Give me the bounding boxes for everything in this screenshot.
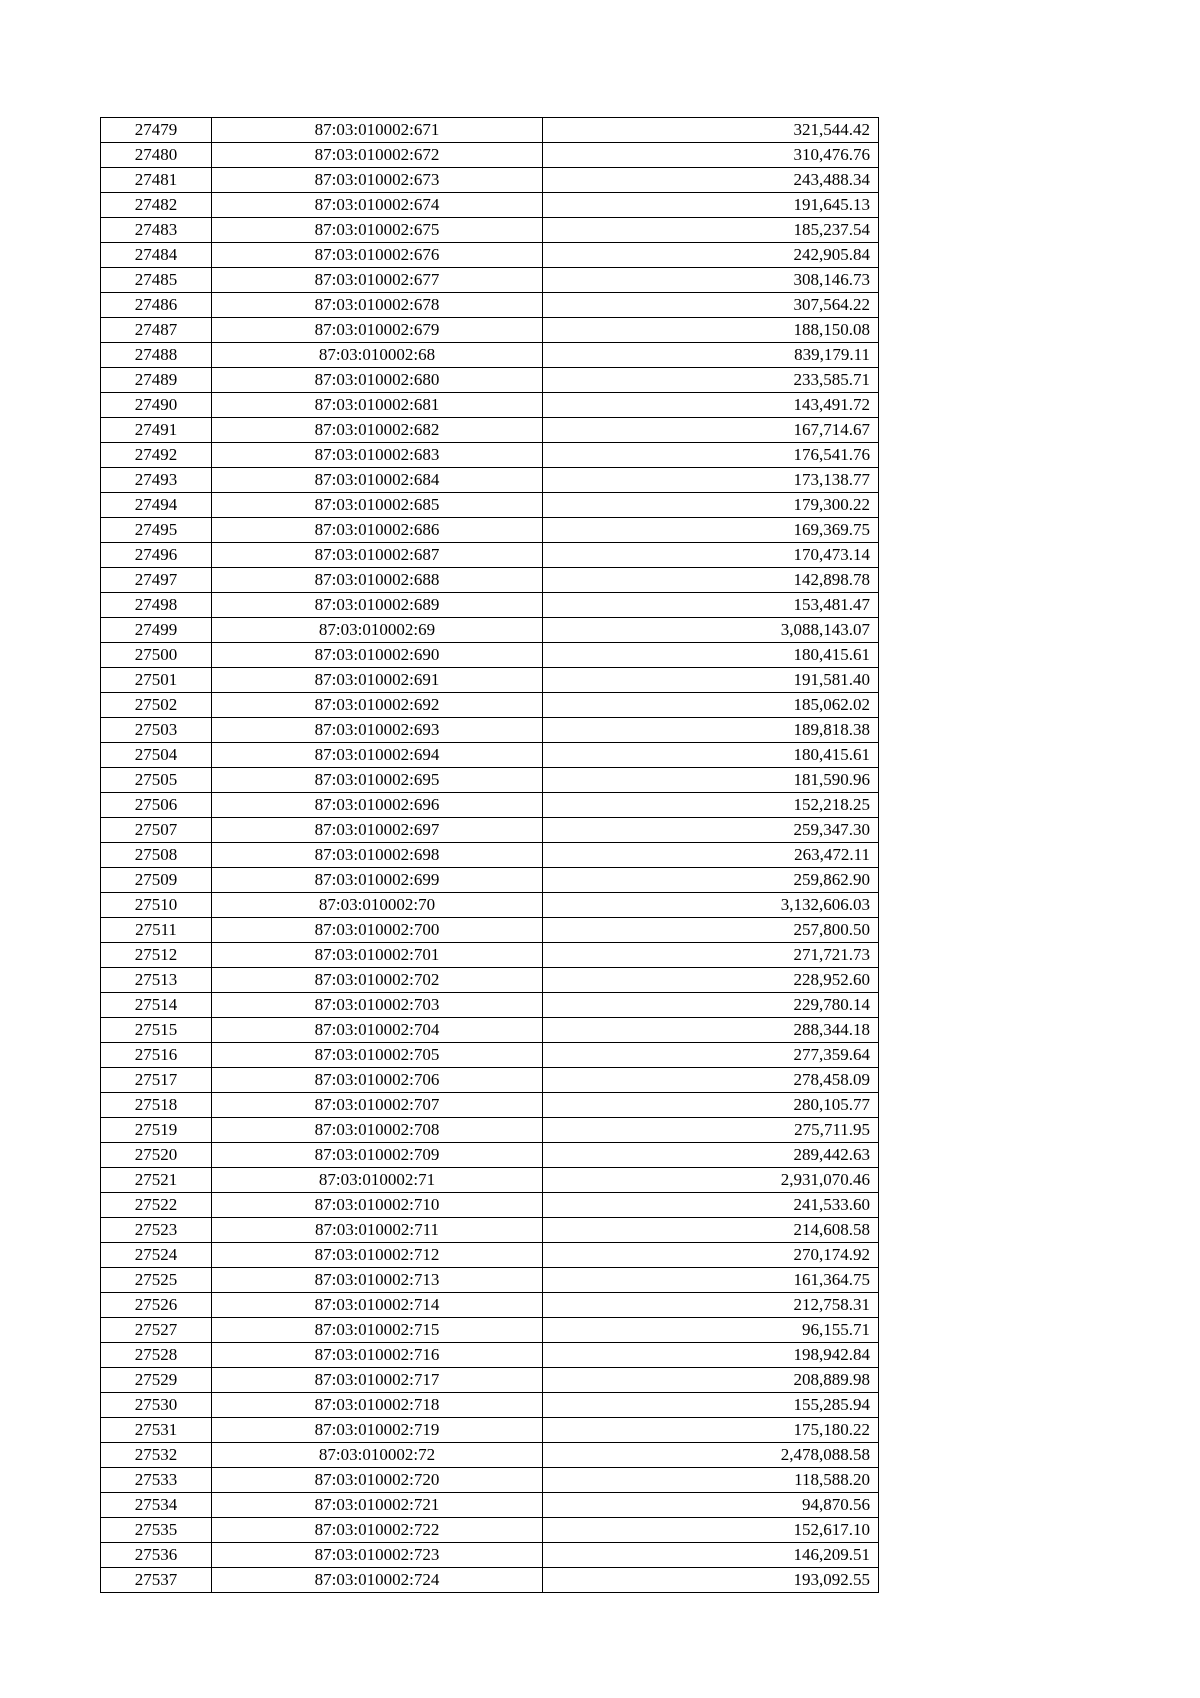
row-number-cell: 27536 [101,1543,212,1568]
cadastral-value-cell: 191,645.13 [543,193,879,218]
row-number-cell: 27537 [101,1568,212,1593]
row-number-cell: 27505 [101,768,212,793]
cadastral-value-cell: 233,585.71 [543,368,879,393]
row-number-cell: 27533 [101,1468,212,1493]
row-number-cell: 27482 [101,193,212,218]
cadastral-value-cell: 321,544.42 [543,118,879,143]
cadastral-number-cell: 87:03:010002:677 [212,268,543,293]
cadastral-value-cell: 308,146.73 [543,268,879,293]
cadastral-number-cell: 87:03:010002:704 [212,1018,543,1043]
table-row [101,843,879,868]
cadastral-value-cell: 2,478,088.58 [543,1443,879,1468]
row-number-cell: 27484 [101,243,212,268]
row-number-cell: 27526 [101,1293,212,1318]
cadastral-number-cell: 87:03:010002:699 [212,868,543,893]
cadastral-number-cell: 87:03:010002:684 [212,468,543,493]
table-row [101,1443,879,1468]
cadastral-number-cell: 87:03:010002:722 [212,1518,543,1543]
cadastral-number-cell: 87:03:010002:681 [212,393,543,418]
table-row [101,1293,879,1318]
table-row [101,1118,879,1143]
row-number-cell: 27508 [101,843,212,868]
cadastral-value-cell: 185,062.02 [543,693,879,718]
cadastral-value-cell: 257,800.50 [543,918,879,943]
cadastral-value-cell: 142,898.78 [543,568,879,593]
row-number-cell: 27497 [101,568,212,593]
cadastral-value-cell: 153,481.47 [543,593,879,618]
cadastral-value-cell: 259,347.30 [543,818,879,843]
cadastral-value-cell: 288,344.18 [543,1018,879,1043]
table-row [101,968,879,993]
cadastral-number-cell: 87:03:010002:708 [212,1118,543,1143]
table-row [101,1093,879,1118]
table-row [101,393,879,418]
cadastral-value-cell: 118,588.20 [543,1468,879,1493]
table-row [101,293,879,318]
cadastral-number-cell: 87:03:010002:687 [212,543,543,568]
table-row [101,1018,879,1043]
cadastral-number-cell: 87:03:010002:719 [212,1418,543,1443]
cadastral-value-cell: 3,088,143.07 [543,618,879,643]
row-number-cell: 27503 [101,718,212,743]
cadastral-number-cell: 87:03:010002:698 [212,843,543,868]
row-number-cell: 27527 [101,1318,212,1343]
cadastral-number-cell: 87:03:010002:690 [212,643,543,668]
cadastral-number-cell: 87:03:010002:711 [212,1218,543,1243]
cadastral-number-cell: 87:03:010002:673 [212,168,543,193]
cadastral-number-cell: 87:03:010002:714 [212,1293,543,1318]
table-row [101,518,879,543]
cadastral-number-cell: 87:03:010002:723 [212,1543,543,1568]
table-row [101,1318,879,1343]
cadastral-number-cell: 87:03:010002:679 [212,318,543,343]
table-row [101,193,879,218]
table-row [101,1393,879,1418]
table-row [101,1343,879,1368]
table-row [101,1418,879,1443]
cadastral-number-cell: 87:03:010002:716 [212,1343,543,1368]
table-row [101,1493,879,1518]
table-row [101,468,879,493]
table-row [101,718,879,743]
row-number-cell: 27510 [101,893,212,918]
cadastral-value-cell: 181,590.96 [543,768,879,793]
table-row [101,868,879,893]
row-number-cell: 27515 [101,1018,212,1043]
row-number-cell: 27529 [101,1368,212,1393]
cadastral-number-cell: 87:03:010002:724 [212,1568,543,1593]
cadastral-value-cell: 229,780.14 [543,993,879,1018]
row-number-cell: 27494 [101,493,212,518]
table-body [101,118,879,1593]
row-number-cell: 27519 [101,1118,212,1143]
cadastral-value-cell: 193,092.55 [543,1568,879,1593]
table-row [101,768,879,793]
cadastral-value-cell: 143,491.72 [543,393,879,418]
cadastral-value-cell: 2,931,070.46 [543,1168,879,1193]
cadastral-number-cell: 87:03:010002:696 [212,793,543,818]
cadastral-number-cell: 87:03:010002:674 [212,193,543,218]
cadastral-number-cell: 87:03:010002:688 [212,568,543,593]
cadastral-value-cell: 175,180.22 [543,1418,879,1443]
cadastral-number-cell: 87:03:010002:718 [212,1393,543,1418]
row-number-cell: 27513 [101,968,212,993]
table-row [101,643,879,668]
row-number-cell: 27532 [101,1443,212,1468]
row-number-cell: 27491 [101,418,212,443]
table-row [101,118,879,143]
row-number-cell: 27507 [101,818,212,843]
cadastral-number-cell: 87:03:010002:712 [212,1243,543,1268]
cadastral-value-cell: 243,488.34 [543,168,879,193]
row-number-cell: 27481 [101,168,212,193]
cadastral-number-cell: 87:03:010002:691 [212,668,543,693]
table-row [101,918,879,943]
cadastral-value-cell: 280,105.77 [543,1093,879,1118]
row-number-cell: 27499 [101,618,212,643]
cadastral-value-cell: 289,442.63 [543,1143,879,1168]
table-row [101,818,879,843]
cadastral-value-cell: 180,415.61 [543,743,879,768]
cadastral-number-cell: 87:03:010002:686 [212,518,543,543]
cadastral-value-cell: 278,458.09 [543,1068,879,1093]
row-number-cell: 27489 [101,368,212,393]
row-number-cell: 27479 [101,118,212,143]
cadastral-number-cell: 87:03:010002:702 [212,968,543,993]
row-number-cell: 27498 [101,593,212,618]
cadastral-number-cell: 87:03:010002:706 [212,1068,543,1093]
table-row [101,1518,879,1543]
table-row [101,1193,879,1218]
cadastral-value-table [100,117,879,1593]
cadastral-value-cell: 241,533.60 [543,1193,879,1218]
row-number-cell: 27523 [101,1218,212,1243]
cadastral-value-cell: 839,179.11 [543,343,879,368]
table-row [101,318,879,343]
cadastral-value-cell: 170,473.14 [543,543,879,568]
cadastral-value-cell: 191,581.40 [543,668,879,693]
row-number-cell: 27492 [101,443,212,468]
cadastral-value-cell: 228,952.60 [543,968,879,993]
table-row [101,593,879,618]
cadastral-value-cell: 271,721.73 [543,943,879,968]
cadastral-number-cell: 87:03:010002:675 [212,218,543,243]
row-number-cell: 27488 [101,343,212,368]
cadastral-number-cell: 87:03:010002:717 [212,1368,543,1393]
row-number-cell: 27487 [101,318,212,343]
row-number-cell: 27500 [101,643,212,668]
cadastral-number-cell: 87:03:010002:676 [212,243,543,268]
cadastral-value-cell: 167,714.67 [543,418,879,443]
table-row [101,143,879,168]
table-row [101,568,879,593]
cadastral-value-cell: 208,889.98 [543,1368,879,1393]
table-row [101,1543,879,1568]
row-number-cell: 27534 [101,1493,212,1518]
cadastral-number-cell: 87:03:010002:710 [212,1193,543,1218]
row-number-cell: 27486 [101,293,212,318]
cadastral-number-cell: 87:03:010002:678 [212,293,543,318]
table-row [101,268,879,293]
cadastral-number-cell: 87:03:010002:695 [212,768,543,793]
cadastral-value-cell: 161,364.75 [543,1268,879,1293]
cadastral-number-cell: 87:03:010002:680 [212,368,543,393]
table-row [101,493,879,518]
table-row [101,1068,879,1093]
cadastral-number-cell: 87:03:010002:721 [212,1493,543,1518]
cadastral-number-cell: 87:03:010002:707 [212,1093,543,1118]
row-number-cell: 27511 [101,918,212,943]
row-number-cell: 27525 [101,1268,212,1293]
cadastral-number-cell: 87:03:010002:671 [212,118,543,143]
table-row [101,1043,879,1068]
table-row [101,343,879,368]
cadastral-number-cell: 87:03:010002:693 [212,718,543,743]
table-row [101,1468,879,1493]
cadastral-value-cell: 270,174.92 [543,1243,879,1268]
cadastral-number-cell: 87:03:010002:68 [212,343,543,368]
table-row [101,1143,879,1168]
cadastral-value-cell: 242,905.84 [543,243,879,268]
cadastral-number-cell: 87:03:010002:689 [212,593,543,618]
cadastral-number-cell: 87:03:010002:701 [212,943,543,968]
cadastral-number-cell: 87:03:010002:682 [212,418,543,443]
table-row [101,218,879,243]
cadastral-value-cell: 152,218.25 [543,793,879,818]
cadastral-value-cell: 277,359.64 [543,1043,879,1068]
table-row [101,243,879,268]
row-number-cell: 27480 [101,143,212,168]
cadastral-number-cell: 87:03:010002:672 [212,143,543,168]
cadastral-number-cell: 87:03:010002:72 [212,1443,543,1468]
row-number-cell: 27528 [101,1343,212,1368]
cadastral-number-cell: 87:03:010002:685 [212,493,543,518]
cadastral-number-cell: 87:03:010002:692 [212,693,543,718]
table-row [101,1243,879,1268]
cadastral-value-cell: 173,138.77 [543,468,879,493]
row-number-cell: 27516 [101,1043,212,1068]
cadastral-number-cell: 87:03:010002:713 [212,1268,543,1293]
row-number-cell: 27504 [101,743,212,768]
cadastral-number-cell: 87:03:010002:683 [212,443,543,468]
table-row [101,993,879,1018]
cadastral-value-cell: 263,472.11 [543,843,879,868]
row-number-cell: 27483 [101,218,212,243]
row-number-cell: 27502 [101,693,212,718]
cadastral-number-cell: 87:03:010002:715 [212,1318,543,1343]
row-number-cell: 27512 [101,943,212,968]
table-row [101,1168,879,1193]
table-row [101,793,879,818]
cadastral-value-cell: 179,300.22 [543,493,879,518]
cadastral-number-cell: 87:03:010002:703 [212,993,543,1018]
table-row [101,1218,879,1243]
cadastral-number-cell: 87:03:010002:709 [212,1143,543,1168]
cadastral-value-cell: 189,818.38 [543,718,879,743]
cadastral-value-cell: 3,132,606.03 [543,893,879,918]
cadastral-value-cell: 180,415.61 [543,643,879,668]
row-number-cell: 27509 [101,868,212,893]
row-number-cell: 27485 [101,268,212,293]
cadastral-value-cell: 169,369.75 [543,518,879,543]
row-number-cell: 27518 [101,1093,212,1118]
cadastral-value-cell: 155,285.94 [543,1393,879,1418]
table-row [101,1568,879,1593]
row-number-cell: 27501 [101,668,212,693]
row-number-cell: 27522 [101,1193,212,1218]
table-row [101,1268,879,1293]
table-row [101,1368,879,1393]
cadastral-value-cell: 146,209.51 [543,1543,879,1568]
table-row [101,543,879,568]
row-number-cell: 27530 [101,1393,212,1418]
cadastral-number-cell: 87:03:010002:71 [212,1168,543,1193]
table-row [101,618,879,643]
cadastral-value-cell: 212,758.31 [543,1293,879,1318]
row-number-cell: 27524 [101,1243,212,1268]
cadastral-number-cell: 87:03:010002:69 [212,618,543,643]
cadastral-value-cell: 94,870.56 [543,1493,879,1518]
row-number-cell: 27521 [101,1168,212,1193]
row-number-cell: 27531 [101,1418,212,1443]
cadastral-value-cell: 275,711.95 [543,1118,879,1143]
table-row [101,668,879,693]
cadastral-value-cell: 198,942.84 [543,1343,879,1368]
row-number-cell: 27495 [101,518,212,543]
row-number-cell: 27535 [101,1518,212,1543]
cadastral-value-cell: 259,862.90 [543,868,879,893]
table-row [101,443,879,468]
table-row [101,943,879,968]
row-number-cell: 27514 [101,993,212,1018]
table-row [101,693,879,718]
cadastral-value-cell: 96,155.71 [543,1318,879,1343]
cadastral-number-cell: 87:03:010002:700 [212,918,543,943]
table-row [101,168,879,193]
cadastral-number-cell: 87:03:010002:70 [212,893,543,918]
cadastral-value-cell: 152,617.10 [543,1518,879,1543]
table-row [101,368,879,393]
cadastral-number-cell: 87:03:010002:694 [212,743,543,768]
cadastral-number-cell: 87:03:010002:720 [212,1468,543,1493]
cadastral-value-cell: 188,150.08 [543,318,879,343]
row-number-cell: 27506 [101,793,212,818]
cadastral-value-cell: 185,237.54 [543,218,879,243]
table-row [101,893,879,918]
row-number-cell: 27496 [101,543,212,568]
cadastral-value-cell: 176,541.76 [543,443,879,468]
cadastral-value-cell: 214,608.58 [543,1218,879,1243]
row-number-cell: 27493 [101,468,212,493]
cadastral-value-cell: 310,476.76 [543,143,879,168]
table-row [101,743,879,768]
row-number-cell: 27490 [101,393,212,418]
row-number-cell: 27520 [101,1143,212,1168]
cadastral-number-cell: 87:03:010002:705 [212,1043,543,1068]
table-row [101,418,879,443]
row-number-cell: 27517 [101,1068,212,1093]
cadastral-number-cell: 87:03:010002:697 [212,818,543,843]
cadastral-value-cell: 307,564.22 [543,293,879,318]
